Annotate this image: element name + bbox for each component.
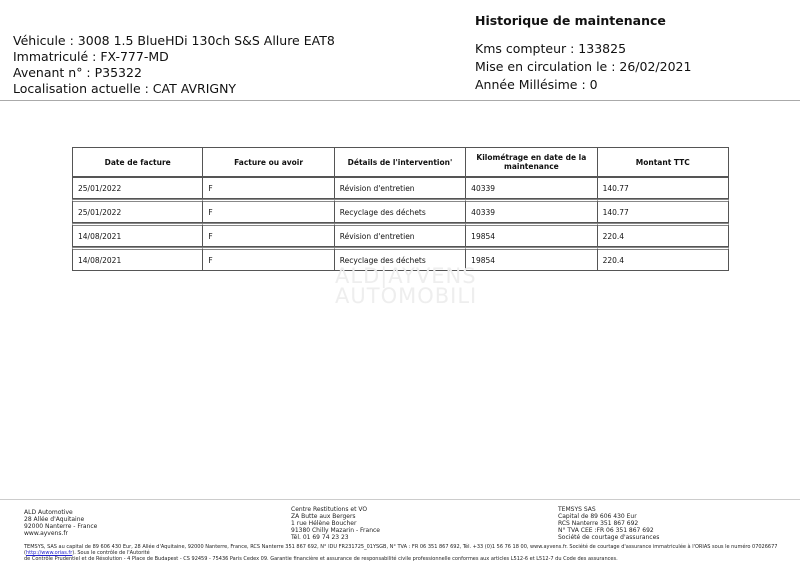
cell-type: F xyxy=(203,223,334,247)
orias-link[interactable]: http://www.orias.fr xyxy=(25,550,73,556)
footer-phone: Tél. 01 69 74 23 23 xyxy=(291,534,349,541)
footer-divider xyxy=(0,499,800,500)
legal-text: ). Sous le contrôle de l'Autorité xyxy=(72,550,150,556)
table-row xyxy=(72,177,729,199)
cell-date: 14/08/2021 xyxy=(72,247,203,271)
watermark xyxy=(335,266,477,306)
vehicle-info xyxy=(13,33,335,97)
col-invoice-type: Facture ou avoir xyxy=(203,147,334,177)
vehicle-location: Localisation actuelle : CAT AVRIGNY xyxy=(13,81,237,96)
footer-line: 28 Allée d'Aquitaine xyxy=(24,516,85,523)
maintenance-table xyxy=(72,147,729,271)
col-details: Détails de l'intervention' xyxy=(335,147,466,177)
col-invoice-date: Date de facture xyxy=(72,147,203,177)
cell-mileage: 40339 xyxy=(466,177,597,199)
cell-amount: 220.4 xyxy=(598,223,729,247)
table-header-row xyxy=(72,147,729,177)
footer-line: Société de courtage d'assurances xyxy=(558,534,660,541)
footer-line: 91380 Chilly Mazarin - France xyxy=(291,527,380,534)
cell-details: Révision d'entretien xyxy=(335,177,466,199)
footer-line: ZA Butte aux Bergers xyxy=(291,513,356,520)
cell-amount: 140.77 xyxy=(598,199,729,223)
footer-restitution-center xyxy=(291,506,380,541)
cell-mileage: 40339 xyxy=(466,199,597,223)
footer-line: RCS Nanterre 351 867 692 xyxy=(558,520,639,527)
odometer: Kms compteur : 133825 xyxy=(475,41,627,56)
footer-line: ALD Automotive xyxy=(24,509,73,516)
cell-date: 14/08/2021 xyxy=(72,223,203,247)
footer-line: 1 rue Hélène Boucher xyxy=(291,520,357,527)
vehicle-plate: Immatriculé : FX-777-MD xyxy=(13,49,169,64)
footer-line: 92000 Nanterre - France xyxy=(24,523,98,530)
cell-mileage: 19854 xyxy=(466,247,597,271)
model-year: Année Millésime : 0 xyxy=(475,77,598,92)
header-divider xyxy=(0,100,800,101)
watermark-line: AUTOMOBILI xyxy=(335,284,478,308)
legal-text: de Contrôle Prudentiel et de Résolution - 4 Place de Budapest - CS 92459 - 75436 Paris Cedex 09. Garantie financière et assurance de responsabilité civile professionnelle conformes aux articles L512-6 et L512-7 du Code des assurances. xyxy=(24,556,618,562)
footer-website: www.ayvens.fr xyxy=(24,530,68,537)
page-title: Historique de maintenance xyxy=(475,13,666,28)
footer-line: Centre Restitutions et VO xyxy=(291,506,368,513)
vehicle-amendment: Avenant n° : P35322 xyxy=(13,65,142,80)
cell-date: 25/01/2022 xyxy=(72,177,203,199)
maintenance-summary xyxy=(475,12,691,94)
cell-mileage: 19854 xyxy=(466,223,597,247)
col-mileage: Kilométrage en date de la maintenance xyxy=(466,147,597,177)
footer-line: Capital de 89 606 430 Eur xyxy=(558,513,637,520)
footer-line: N° TVA CEE :FR 06 351 867 692 xyxy=(558,527,654,534)
cell-details: Révision d'entretien xyxy=(335,223,466,247)
cell-date: 25/01/2022 xyxy=(72,199,203,223)
legal-text: TEMSYS, SAS au capital de 89 606 430 Eur, 28 Allée d'Aquitaine, 92000 Nanterre, France, RCS Nanterre 351 867 692, N° IDU FR231725_01YSGB, N° TVA : FR 06 351 867 692, Tél. +33 (0)1 56 76 18 00, www.ayvens.fr. Société de courtage d'assurance immatriculée à l'ORIAS sous le numéro 07026677 ( xyxy=(24,544,778,556)
cell-type: F xyxy=(203,247,334,271)
cell-type: F xyxy=(203,177,334,199)
cell-details: Recyclage des déchets xyxy=(335,199,466,223)
cell-details: Recyclage des déchets xyxy=(335,247,466,271)
first-registration: Mise en circulation le : 26/02/2021 xyxy=(475,59,692,74)
cell-amount: 140.77 xyxy=(598,177,729,199)
watermark-line: ALD|AYVENS xyxy=(335,264,477,288)
cell-type: F xyxy=(203,199,334,223)
col-amount: Montant TTC xyxy=(598,147,729,177)
table-row xyxy=(72,223,729,247)
footer-company xyxy=(24,509,97,537)
cell-amount: 220.4 xyxy=(598,247,729,271)
footer-line: TEMSYS SAS xyxy=(558,506,596,513)
table-row xyxy=(72,199,729,223)
legal-notice xyxy=(24,544,794,562)
vehicle-model: Véhicule : 3008 1.5 BlueHDi 130ch S&S Allure EAT8 xyxy=(13,33,335,48)
footer-broker xyxy=(558,506,659,541)
